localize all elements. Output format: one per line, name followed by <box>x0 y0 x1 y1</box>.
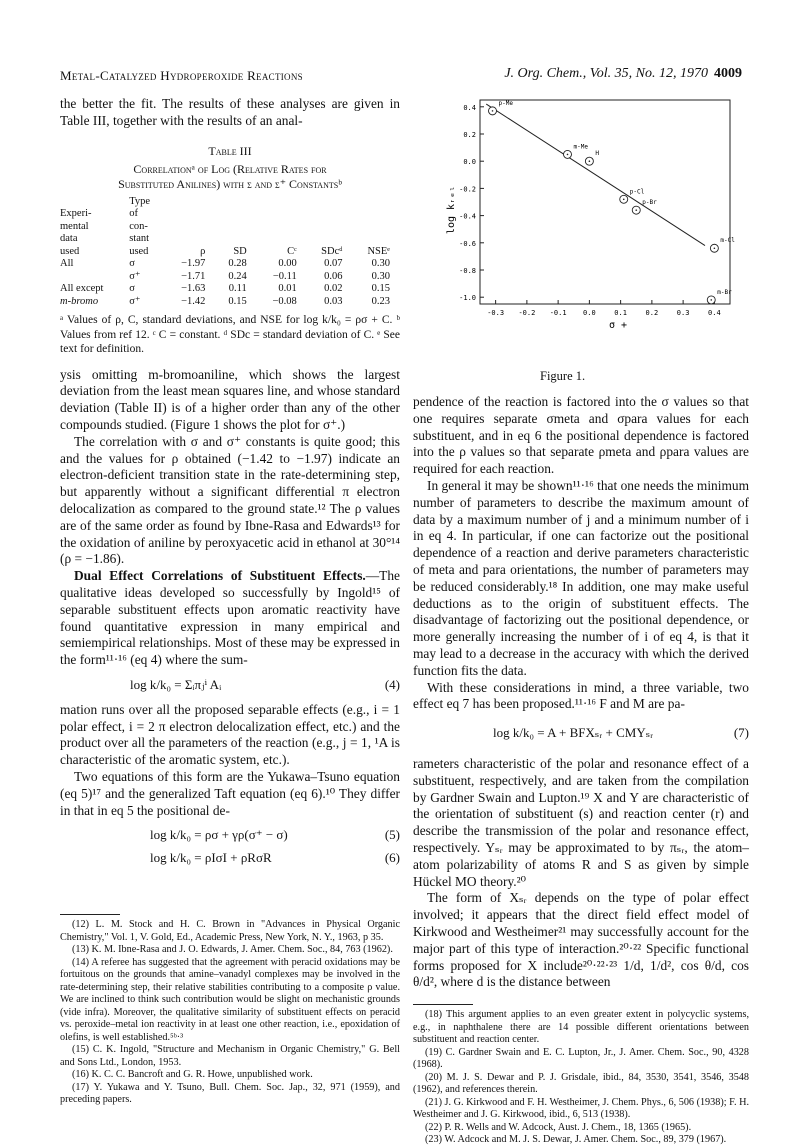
table-cell: 0.06 <box>324 270 343 282</box>
data-point-label: m-Cl <box>720 237 735 245</box>
data-point-label: m-Br <box>717 288 732 296</box>
table-cell: −1.97 <box>181 258 206 270</box>
equation-number: (6) <box>384 850 400 866</box>
x-tick-label: -0.1 <box>549 309 567 317</box>
table-cell: σ⁺ <box>129 295 141 307</box>
figure-1-chart <box>440 92 750 360</box>
chart-marks <box>486 100 735 304</box>
paragraph: Two equations of this form are the Yukawa–Tsuno equation (eq 5)¹⁷ and the generalized Taft equation (eq 6).¹⁰ They differ in that in eq 5 the positional de- <box>60 768 400 818</box>
table-cell: σ <box>129 258 135 270</box>
y-tick-label: -0.2 <box>459 185 476 194</box>
equation-4 <box>130 677 400 694</box>
table-label: Table III <box>208 143 252 158</box>
table-cell: m-bromo <box>60 295 99 307</box>
table-cell: 0.24 <box>228 270 247 282</box>
table-cell: −1.63 <box>181 283 206 295</box>
x-tick-label: -0.3 <box>487 309 505 317</box>
table-cell: 0.15 <box>228 295 247 307</box>
table-cell: σ <box>129 283 135 295</box>
footnote: (21) J. G. Kirkwood and F. H. Westheimer, J. Chem. Phys., 6, 506 (1938); F. H. Westheimer and J. G. Kirkwood, ibid., 6, 513 (1938). <box>413 1096 749 1120</box>
left-column <box>60 96 400 875</box>
data-point-label: m-Me <box>573 143 588 151</box>
paragraph <box>60 568 400 669</box>
equation-body: log k/k₀ = ρσ + γρ(σ⁺ − σ) <box>150 827 288 843</box>
table-header-cell: NSEᵉ <box>367 245 390 257</box>
data-point-label: H <box>595 150 599 158</box>
x-axis-label: σ + <box>608 320 628 331</box>
equation-6 <box>150 850 400 867</box>
y-tick-label: 0.2 <box>463 131 476 139</box>
x-tick-label: 0.0 <box>583 309 596 317</box>
y-axis-label: log kᵣₑₗ <box>446 185 457 235</box>
x-tick-label: 0.1 <box>614 309 627 317</box>
y-tick-label: 0.4 <box>463 103 476 112</box>
footnote: (22) P. R. Wells and W. Adcock, Aust. J. Chem., 18, 1365 (1965). <box>425 1121 692 1133</box>
data-point-center <box>589 160 591 162</box>
footnote: (17) Y. Yukawa and Y. Tsuno, Bull. Chem. Soc. Jap., 32, 971 (1959), and preceding papers. <box>60 1081 400 1105</box>
table-cell: 0.03 <box>324 295 343 307</box>
table-cell: −0.08 <box>272 295 297 307</box>
footnote: (13) K. M. Ibne-Rasa and J. O. Edwards, J. Amer. Chem. Soc., 84, 763 (1962). <box>72 944 393 955</box>
paragraph: pendence of the reaction is factored into the σ values so that one requires separate σmeta and σpara values for each substituent, and in eq 6 the positional dependence is factored into the ρ values so that separate ρmeta and ρpara values are required for each reaction. <box>413 394 749 477</box>
table-cell: −1.42 <box>181 295 206 307</box>
journal-name: J. Org. Chem., Vol. 35, No. 12, 1970 <box>504 66 708 81</box>
footnote: (12) L. M. Stock and H. C. Brown in "Advances in Physical Organic Chemistry," Vol. 1, V. Gold, Ed., Academic Press, New York, N. Y., 1963, p 35. <box>60 919 400 943</box>
y-tick-label: -0.8 <box>459 267 476 275</box>
data-point-label: p-Cl <box>629 188 645 196</box>
running-title: Metal-Catalyzed Hydroperoxide Reactions <box>60 68 303 83</box>
right-column <box>413 394 749 991</box>
paragraph: With these considerations in mind, a three variable, two effect eq 7 has been proposed.¹¹·¹⁶ F and M are pa- <box>413 679 749 712</box>
table-grid <box>60 196 400 309</box>
journal-citation <box>504 66 742 82</box>
x-tick-label: -0.2 <box>518 309 536 317</box>
x-tick-label: 0.3 <box>676 309 690 317</box>
table-cell: 0.07 <box>324 258 343 270</box>
equation-number: (4) <box>384 676 400 692</box>
table-header-cell: SDcᵈ <box>321 245 343 257</box>
table-cell: All <box>60 258 74 270</box>
data-point-label: p-Br <box>642 199 657 207</box>
paragraph: The form of Xₛᵣ depends on the type of polar effect involved; it appears that the direct field effect model of Kirkwood and Westheimer²¹ may successfully account for the major part of this type of interaction.²⁰·²² Specific functional forms proposed for X include²⁰·²²·²³ 1/d, 1/d², cos θ/d, cos θ/d², where d is the distance between <box>413 890 749 990</box>
table-row <box>60 271 400 284</box>
table-cell: σ⁺ <box>129 270 141 282</box>
table-footnote: ᵃ Values of ρ, C, standard deviations, and NSE for log k/k₀ = ρσ + C. ᵇ Values from ref 12. ᶜ C = constant. ᵈ SDc = standard deviation of C. ᵉ See text for definition. <box>60 314 400 356</box>
page-number: 4009 <box>714 66 742 81</box>
paragraph-text: —The qualitative ideas developed so successfully by Ingold¹⁵ of separable substituent effects upon aromatic reactivity have found quantitative expression in many empirical and semiempirical relationships. Most of these may be expressed in the form¹¹·¹⁶ (eq 4) where the sum- <box>60 568 400 668</box>
table-cell: 0.28 <box>228 258 247 270</box>
table-header-cell: Cᶜ <box>287 245 297 257</box>
footnote-rule <box>413 1004 473 1005</box>
table-cell: −0.11 <box>272 270 297 282</box>
regression-line <box>486 104 705 245</box>
footnote: (23) W. Adcock and M. J. S. Dewar, J. Amer. Chem. Soc., 89, 379 (1967). <box>425 1134 727 1145</box>
paragraph: In general it may be shown¹¹·¹⁶ that one needs the minimum number of parameters to describe the maximum amount of data by a maximum number of j and a minimum number of i in eq 4. In particular, if one can factorize out the positional dependence of a reaction and derive parameters characteristic of meta and para orientations, the number of parameters may be reduced considerably.¹⁸ In addition, one may make useful deductions as to the origin of substituent effects. The disadvantage of factorizing out the positional dependence, or more generally increasing the number of i of eq 4, is that it may lead to a decrease in the accuracy with which the derived function fits the data. <box>413 477 749 678</box>
table-iii <box>60 144 400 357</box>
table-header-cell: Type of con- stant used <box>129 195 151 257</box>
data-point-center <box>567 154 569 156</box>
footnote: (15) C. K. Ingold, "Structure and Mechanism in Organic Chemistry," G. Bell and Sons Ltd., London, 1953. <box>60 1044 400 1068</box>
paragraph: The correlation with σ and σ⁺ constants is quite good; this and the values for ρ obtained (−1.42 to −1.97) indicate an electron-deficient transition state in the rate-determining step, but apparently without a significant differential π electron delocalization as compared to the ground state.¹² The ρ values are of the same order as found by Ibne-Rasa and Edwards¹³ for the oxidation of aniline by peroxyacetic acid in ethanol at 30°¹⁴ (ρ = −1.86). <box>60 433 400 567</box>
table-cell: 0.02 <box>324 283 343 295</box>
table-header-cell: SD <box>233 245 247 257</box>
equation-5 <box>150 827 400 844</box>
left-footnotes <box>60 914 400 1107</box>
y-tick-label: 0.0 <box>463 158 476 167</box>
data-point-center <box>710 299 712 301</box>
table-row <box>60 296 400 309</box>
table-header-row <box>60 196 400 259</box>
paragraph: mation runs over all the proposed separable effects (e.g., i = 1 polar effect, i = 2 π electron delocalization effect, etc.) and the product over all the parameters of the reaction (e.g., j = 1, ¹A is characteristic of the aromatic system, etc.). <box>60 701 400 768</box>
table-row <box>60 258 400 271</box>
y-tick-label: -1.0 <box>459 294 476 303</box>
paragraph: ysis omitting m-bromoaniline, which shows the largest deviation from the least mean squares line, and whose standard deviation (Table II) is of a higher order than any of the other compounds studied. (Figure 1 shows the plot for σ⁺.) <box>60 366 400 432</box>
paragraph: rameters characteristic of the polar and resonance effect of a substituent, respectively, and are taken from the compilation by Gardner Swain and Lupton.¹⁹ X and Y are characteristic of the orientation of substituent (s) and reaction center (r) and describe the transmission of the polar and resonance effect, respectively. Yₛᵣ may be approximated to by πₛᵣ, the atom–atom polarizability of atoms R and S as given by simple Hückel MO theory.²⁰ <box>413 755 749 889</box>
table-cell: 0.30 <box>371 258 390 270</box>
table-cell <box>60 271 129 284</box>
data-point-center <box>714 247 716 249</box>
equation-body: log k/k₀ = A + BFXₛᵣ + CMYₛᵣ <box>493 725 654 741</box>
equation-body: log k/k₀ = Σᵢπⱼⁱ Aᵢ <box>130 676 222 692</box>
footnote-rule <box>60 914 120 915</box>
footnote: (16) K. C. C. Bancroft and G. R. Howe, unpublished work. <box>72 1069 313 1080</box>
y-tick-label: -0.6 <box>459 239 476 248</box>
table-cell: All except <box>60 283 104 295</box>
table-row <box>60 283 400 296</box>
equation-number: (7) <box>733 725 749 741</box>
table-cell: 0.00 <box>278 258 297 270</box>
data-point-center <box>623 198 625 200</box>
data-point-label: p-Me <box>498 99 513 107</box>
table-caption-line1: Correlationᵃ of Log (Relative Rates for <box>133 161 327 176</box>
plot-frame <box>480 100 730 304</box>
equation-body: log k/k₀ = ρIσI + ρRσR <box>150 850 272 866</box>
table-cell: 0.30 <box>371 270 390 282</box>
data-point-center <box>492 110 494 112</box>
table-cell: 0.23 <box>371 295 390 307</box>
table-header-cell: Experi- mental data used <box>60 208 92 257</box>
x-tick-label: 0.4 <box>708 309 721 317</box>
intro-paragraph: the better the fit. The results of these analyses are given in Table III, together with the results of an anal- <box>60 96 400 128</box>
figure-caption: Figure 1. <box>540 369 586 383</box>
chart-axes <box>459 100 730 317</box>
equation-number: (5) <box>384 827 400 843</box>
table-cell: 0.01 <box>278 283 297 295</box>
table-caption-line2: Substituted Anilines) with σ and σ⁺ Constantsᵇ <box>118 176 342 191</box>
footnote: (19) C. Gardner Swain and E. C. Lupton, Jr., J. Amer. Chem. Soc., 90, 4328 (1968). <box>413 1046 749 1070</box>
table-cell: −1.71 <box>181 270 206 282</box>
footnote: (18) This argument applies to an even greater extent in polycyclic systems, e.g., in naphthalene there are 14 possible different orientations between substituent and reaction center. <box>413 1009 749 1045</box>
x-tick-label: 0.2 <box>645 309 659 317</box>
table-header-cell: ρ <box>200 245 206 257</box>
footnote: (20) M. J. S. Dewar and P. J. Grisdale, ibid., 84, 3530, 3541, 3546, 3548 (1962), and references therein. <box>413 1071 749 1095</box>
footnote: (14) A referee has suggested that the agreement with peracid oxidations may be fortuitous on the grounds that amine–vanadyl complexes may be involved in the rate-determining step, their relative stabilities contributing to a composite ρ value. We are inclined to think such contribution would be slight on mechanistic grounds (vide infra). Moreover, the qualitative similarity of substituent effects on peracid vs. peroxide–metal ion reactivity in at least one other reaction, i.e., epoxidation of olefins, is well established.⁵ᵇ·³ <box>60 956 400 1043</box>
table-cell: 0.11 <box>228 283 247 295</box>
table-cell: 0.15 <box>371 283 390 295</box>
y-tick-label: -0.4 <box>459 212 476 221</box>
data-point-center <box>635 209 637 211</box>
section-heading: Dual Effect Correlations of Substituent Effects. <box>74 568 366 584</box>
right-footnotes <box>413 1004 749 1147</box>
equation-7 <box>493 725 749 742</box>
